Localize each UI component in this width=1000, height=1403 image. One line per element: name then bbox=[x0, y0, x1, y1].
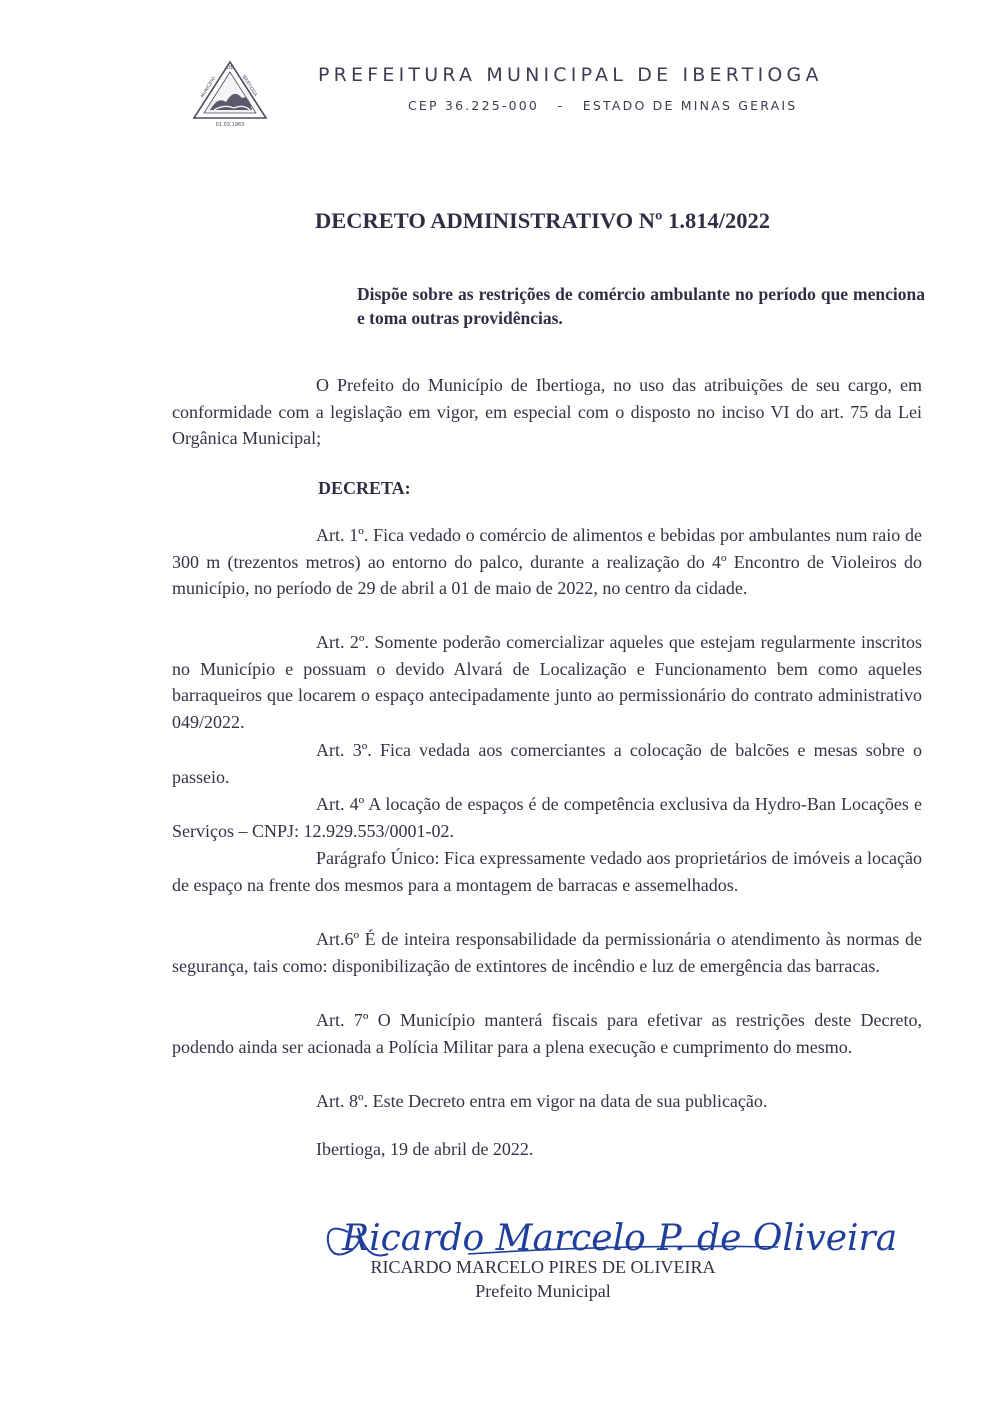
article-6: Art.6º É de inteira responsabilidade da permissionária o atendimento às normas de segurança, tais como: disponibilização de extintores de incêndio e luz de emergência das barracas. bbox=[172, 929, 922, 976]
preamble-paragraph: O Prefeito do Município de Ibertioga, no uso das atribuições de seu cargo, em conformidade com a legislação em vigor, em especial com o disposto no inciso VI do art. 75 da Lei Orgânica Municipal; bbox=[172, 375, 922, 448]
letterhead-subtitle: CEP 36.225-000 - ESTADO DE MINAS GERAIS bbox=[408, 98, 798, 113]
signatory-role: Prefeito Municipal bbox=[475, 1281, 611, 1301]
svg-text:DE: DE bbox=[226, 65, 234, 71]
article-4: Art. 4º A locação de espaços é de competência exclusiva da Hydro-Ban Locações e Serviços – CNPJ: 12.929.553/0001-02. bbox=[172, 794, 922, 841]
svg-text:MUNICÍPIO: MUNICÍPIO bbox=[200, 76, 218, 100]
sole-paragraph: Parágrafo Único: Fica expressamente vedado aos proprietários de imóveis a locação de espaço na frente dos mesmos para a montagem de barracas e assemelhados. bbox=[172, 848, 922, 895]
svg-text:IBERTIOGA: IBERTIOGA bbox=[240, 74, 258, 98]
municipal-seal-logo bbox=[190, 58, 270, 128]
svg-text:Ricardo Marcelo P. de Oliveira: Ricardo Marcelo P. de Oliveira bbox=[342, 1218, 898, 1259]
article-2: Art. 2º. Somente poderão comercializar aqueles que estejam regularmente inscritos no Município e possuam o devido Alvará de Localização e Funcionamento bem como aqueles barraqueiros que locarem o espaço antecipadamente junto ao permissionário do contrato administrativo 049/2022. bbox=[172, 632, 922, 732]
decree-summary: Dispõe sobre as restrições de comércio ambulante no período que menciona e toma outras providências. bbox=[357, 284, 925, 328]
article-3: Art. 3º. Fica vedada aos comerciantes a colocação de balcões e mesas sobre o passeio. bbox=[172, 740, 922, 787]
article-8: Art. 8º. Este Decreto entra em vigor na data de sua publicação. bbox=[316, 1091, 768, 1111]
letterhead-title: PREFEITURA MUNICIPAL DE IBERTIOGA bbox=[318, 64, 823, 86]
article-7: Art. 7º O Município manterá fiscais para efetivar as restrições deste Decreto, podendo ainda ser acionada a Polícia Militar para a plena execução e cumprimento do mesmo. bbox=[172, 1010, 922, 1057]
date-line: Ibertioga, 19 de abril de 2022. bbox=[316, 1139, 534, 1159]
signatory-name: RICARDO MARCELO PIRES DE OLIVEIRA bbox=[370, 1257, 716, 1277]
decree-title: DECRETO ADMINISTRATIVO Nº 1.814/2022 bbox=[315, 208, 770, 233]
article-1: Art. 1º. Fica vedado o comércio de alimentos e bebidas por ambulantes num raio de 300 m (trezentos metros) ao entorno do palco, durante a realização do 4º Encontro de Violeiros do município, no período de 29 de abril a 01 de maio de 2022, no centro da cidade. bbox=[172, 525, 922, 598]
svg-text:01.03.1963: 01.03.1963 bbox=[215, 122, 245, 128]
decreta-heading: DECRETA: bbox=[318, 478, 411, 498]
